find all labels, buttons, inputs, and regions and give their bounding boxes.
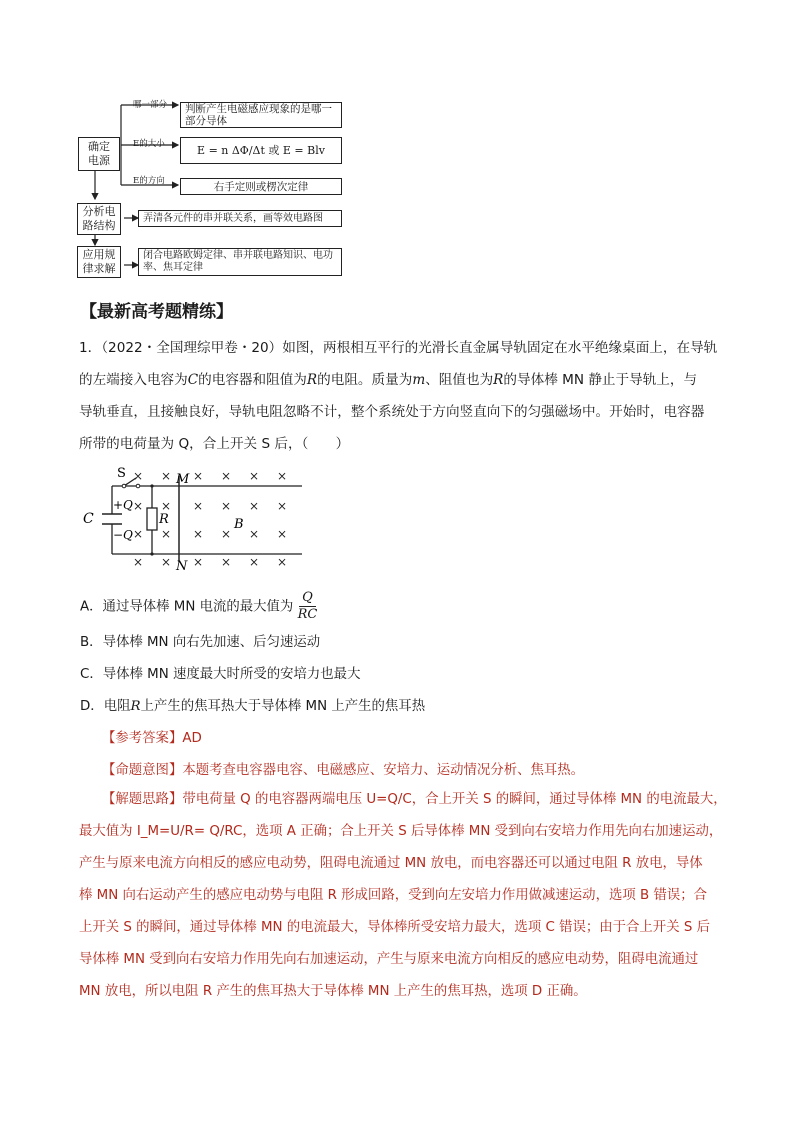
label-s: S <box>117 466 126 481</box>
flow-box-apply-text: 闭合电路欧姆定律、串并联电路知识、电功率、焦耳定律 <box>138 248 342 276</box>
solution-line-1: 【解题思路】带电荷量 Q 的电容器两端电压 U=Q/C，合上开关 S 的瞬间，通过导体棒 MN 的电流最大， <box>102 792 727 807</box>
section-title: 【最新高考题精练】 <box>80 302 233 322</box>
reference-answer: 【参考答案】AD <box>102 731 202 746</box>
question-line-2: 的左端接入电容为C的电容器和阻值为R的电阻。质量为m、阻值也为R的导体棒 MN 静止于导轨上，与 <box>79 372 698 388</box>
field-cross: × <box>192 527 204 541</box>
question-line-3: 导轨垂直，且接触良好，导轨电阻忽略不计，整个系统处于方向竖直向下的匀强磁场中。开始时，电容器 <box>79 404 705 420</box>
field-cross: × <box>220 499 232 513</box>
fraction-q-over-rc: $\frac{Q}{RC}$ <box>297 590 318 622</box>
question-line-4: 所带的电荷量为 Q，合上开关 S 后，（ ） <box>79 436 350 452</box>
solution-line-3: 产生与原来电流方向相反的感应电动势，阻碍电流通过 MN 放电，而电容器还可以通过电阻 R 放电，导体 <box>79 856 703 871</box>
label-minus-q: −Q <box>113 528 133 542</box>
label-plus-q: +Q <box>113 498 133 512</box>
solution-line-2: 最大值为 I_M=U/R= Q/RC，选项 A 正确；合上开关 S 后导体棒 MN 受到向右安培力作用先向右加速运动， <box>79 824 723 839</box>
option-b: B．导体棒 MN 向右先加速、后匀速运动 <box>80 635 321 650</box>
flow-label-direction: E的方向 <box>133 176 165 186</box>
field-cross: × <box>248 469 260 483</box>
field-cross: × <box>192 555 204 569</box>
field-cross: × <box>276 527 288 541</box>
field-cross: × <box>248 527 260 541</box>
flow-box-analyze: 分析电路结构 <box>77 203 121 235</box>
field-cross: × <box>160 527 172 541</box>
field-cross: × <box>132 555 144 569</box>
option-d: D．电阻R上产生的焦耳热大于导体棒 MN 上产生的焦耳热 <box>80 699 426 714</box>
field-cross: × <box>160 469 172 483</box>
question-line-1: 1．（2022・全国理综甲卷・20）如图，两根相互平行的光滑长直金属导轨固定在水平绝缘桌面上，在导轨 <box>79 340 718 356</box>
field-cross: × <box>276 469 288 483</box>
field-cross: × <box>276 499 288 513</box>
solution-line-4: 棒 MN 向右运动产生的感应电动势与电阻 R 形成回路，受到向左安培力作用做减速运动，选项 B 错误；合 <box>79 888 708 903</box>
flow-label-part: 哪一部分 <box>133 100 168 110</box>
field-cross: × <box>248 555 260 569</box>
flow-box-apply: 应用规律求解 <box>77 246 121 278</box>
label-m: M <box>176 472 190 487</box>
flow-box-formula <box>180 137 342 164</box>
resistor <box>147 508 157 530</box>
solution-line-6: 导体棒 MN 受到向右安培力作用先向右加速运动，产生与原来电流方向相反的感应电动势，阻碍电流通过 <box>79 952 699 967</box>
solution-line-7: MN 放电，所以电阻 R 产生的焦耳热大于导体棒 MN 上产生的焦耳热，选项 D 正确。 <box>79 984 587 999</box>
solution-line-5: 上开关 S 的瞬间，通过导体棒 MN 的电流最大，导体棒所受安培力最大，选项 C 错误；由于合上开关 S 后 <box>79 920 710 935</box>
flow-box-source: 确定电源 <box>78 137 120 171</box>
option-c: C．导体棒 MN 速度最大时所受的安培力也最大 <box>80 667 361 682</box>
solution <box>79 784 739 1008</box>
field-cross: × <box>248 499 260 513</box>
field-cross: × <box>132 499 144 513</box>
field-cross: × <box>192 499 204 513</box>
label-b: B <box>234 517 244 532</box>
field-cross: × <box>220 555 232 569</box>
formula-emf: E = n ΔΦ/Δt 或 E = Blv <box>197 143 325 157</box>
label-c: C <box>83 511 94 527</box>
field-cross: × <box>220 527 232 541</box>
field-cross: × <box>220 469 232 483</box>
label-n: N <box>176 559 188 574</box>
label-r: R <box>159 512 169 527</box>
field-cross: × <box>276 555 288 569</box>
field-cross: × <box>160 499 172 513</box>
flow-box-analyze-text: 弄清各元件的串并联关系，画等效电路图 <box>138 210 342 227</box>
field-cross: × <box>160 555 172 569</box>
option-a: A．通过导体棒 MN 电流的最大值为 $\frac{Q}{RC}$ <box>80 590 318 622</box>
flow-box-part: 判断产生电磁感应现象的是哪一部分导体 <box>180 102 342 128</box>
flow-box-direction: 右手定则或楞次定律 <box>180 178 342 195</box>
question-text <box>79 332 719 460</box>
field-cross: × <box>132 469 144 483</box>
flow-label-size: E的大小 <box>133 139 165 149</box>
field-cross: × <box>192 469 204 483</box>
intent: 【命题意图】本题考查电容器电容、电磁感应、安培力、运动情况分析、焦耳热。 <box>102 763 585 778</box>
circuit-diagram <box>80 462 320 577</box>
field-cross: × <box>132 527 144 541</box>
